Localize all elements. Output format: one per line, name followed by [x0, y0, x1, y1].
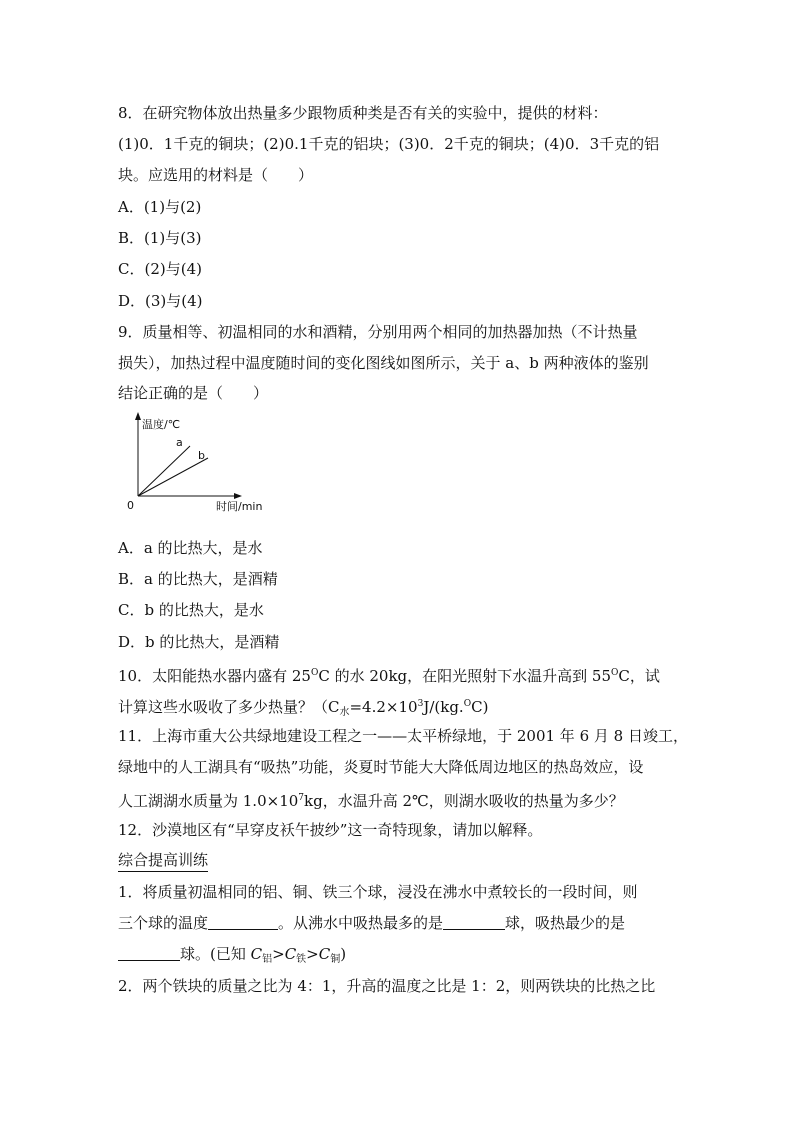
q9-stem-line1: 9．质量相等、初温相同的水和酒精，分别用两个相同的加热器加热（不计热量	[118, 323, 638, 341]
q8-option-b: B．(1)与(3)	[118, 229, 202, 247]
section-title-wrap	[118, 850, 208, 870]
greater-than: >	[306, 945, 319, 963]
q8-option-d: D．(3)与(4)	[118, 292, 203, 310]
c-symbol: C	[318, 945, 331, 963]
q12-line1: 12．沙漠地区有“早穿皮袄午披纱”这一奇特现象，请加以解释。	[118, 821, 543, 839]
y-axis-label: 温度/℃	[142, 418, 181, 431]
temperature-time-graph	[118, 410, 278, 515]
q8-stem: 8．在研究物体放出热量多少跟物质种类是否有关的实验中，提供的材料：	[118, 104, 608, 122]
ex1-line2	[118, 913, 625, 933]
q11-line1: 11．上海市重大公共绿地建设工程之一——太平桥绿地，于 2001 年 6 月 8 日竣工，	[118, 727, 688, 745]
origin-label: 0	[127, 499, 134, 512]
answer-blank-1[interactable]	[208, 914, 278, 930]
q11-line2: 绿地中的人工湖具有“吸热”功能，炎夏时节能大大降低周边地区的热岛效应，设	[118, 758, 644, 776]
q8-option-c: C．(2)与(4)	[118, 260, 202, 278]
q10-text-7: C)	[471, 698, 489, 716]
q10-text-2: C 的水 20kg，在阳光照射下水温升高到 55	[318, 667, 611, 685]
q9-option-b: B．a 的比热大，是酒精	[118, 570, 278, 588]
y-axis-arrow	[135, 412, 141, 420]
exponent-7: 7	[298, 793, 305, 803]
x-axis-label: 时间/min	[216, 500, 263, 513]
answer-blank-2[interactable]	[443, 914, 505, 930]
q10-line1	[118, 663, 660, 686]
x-axis-arrow	[234, 493, 242, 499]
line-a	[138, 446, 190, 496]
section-title: 综合提高训练	[118, 851, 208, 872]
q9-option-c: C．b 的比热大，是水	[118, 601, 264, 619]
q10-text-1: 10．太阳能热水器内盛有 25	[118, 667, 311, 685]
q11-text-1: 人工湖湖水质量为 1.0×10	[118, 792, 299, 810]
q9-option-a: A．a 的比热大，是水	[118, 539, 263, 557]
greater-than: >	[272, 945, 285, 963]
degree-mark: O	[463, 699, 472, 709]
q8-option-a: A．(1)与(2)	[118, 198, 202, 216]
subscript-water: 水	[339, 707, 350, 718]
ex1-text-1: 三个球的温度	[118, 914, 209, 932]
q8-materials-line2: 块。应选用的材料是（ ）	[118, 166, 314, 184]
q11-text-2: kg，水温升高 2℃，则湖水吸收的热量为多少？	[304, 792, 624, 810]
q10-text-4: 计算这些水吸收了多少热量？（C	[118, 698, 340, 716]
q9-stem-line2: 损失），加热过程中温度随时间的变化图线如图所示，关于 a、b 两种液体的鉴别	[118, 354, 649, 372]
c-symbol: C	[284, 945, 297, 963]
ex2-line1: 2．两个铁块的质量之比为 4：1，升高的温度之比是 1：2，则两铁块的比热之比	[118, 977, 656, 995]
q10-text-6: J/(kg.	[423, 698, 464, 716]
exponent-3: 3	[417, 699, 424, 709]
c-symbol: C	[250, 945, 263, 963]
q8-materials-line1: (1)0．1千克的铜块；(2)0.1千克的铝块；(3)0．2千克的铜块；(4)0．3千克的铝	[118, 135, 660, 153]
answer-blank-3[interactable]	[118, 945, 180, 961]
line-a-label: a	[176, 436, 183, 449]
degree-mark: O	[611, 668, 619, 678]
subscript-iron: 铁	[296, 954, 307, 965]
ex1-text-4: 球。(已知	[180, 945, 251, 963]
subscript-aluminum: 铝	[262, 954, 273, 965]
q10-text-5: =4.2×10	[349, 698, 418, 716]
q10-line2	[118, 694, 488, 723]
ex1-line3	[118, 944, 346, 970]
ex1-text-3: 球，吸热最少的是	[505, 914, 626, 932]
q9-stem-line3: 结论正确的是（ ）	[118, 384, 269, 402]
line-b	[138, 458, 208, 496]
degree-mark: O	[310, 668, 319, 678]
ex1-text-5: )	[340, 945, 347, 963]
subscript-copper: 铜	[330, 954, 341, 965]
line-b-label: b	[198, 449, 205, 462]
q10-text-3: C，试	[618, 667, 660, 685]
q9-option-d: D．b 的比热大，是酒精	[118, 633, 280, 651]
ex1-text-2: 。从沸水中吸热最多的是	[278, 914, 444, 932]
q11-line3	[118, 788, 624, 811]
ex1-line1: 1．将质量初温相同的铝、铜、铁三个球，浸没在沸水中煮较长的一段时间，则	[118, 883, 638, 901]
